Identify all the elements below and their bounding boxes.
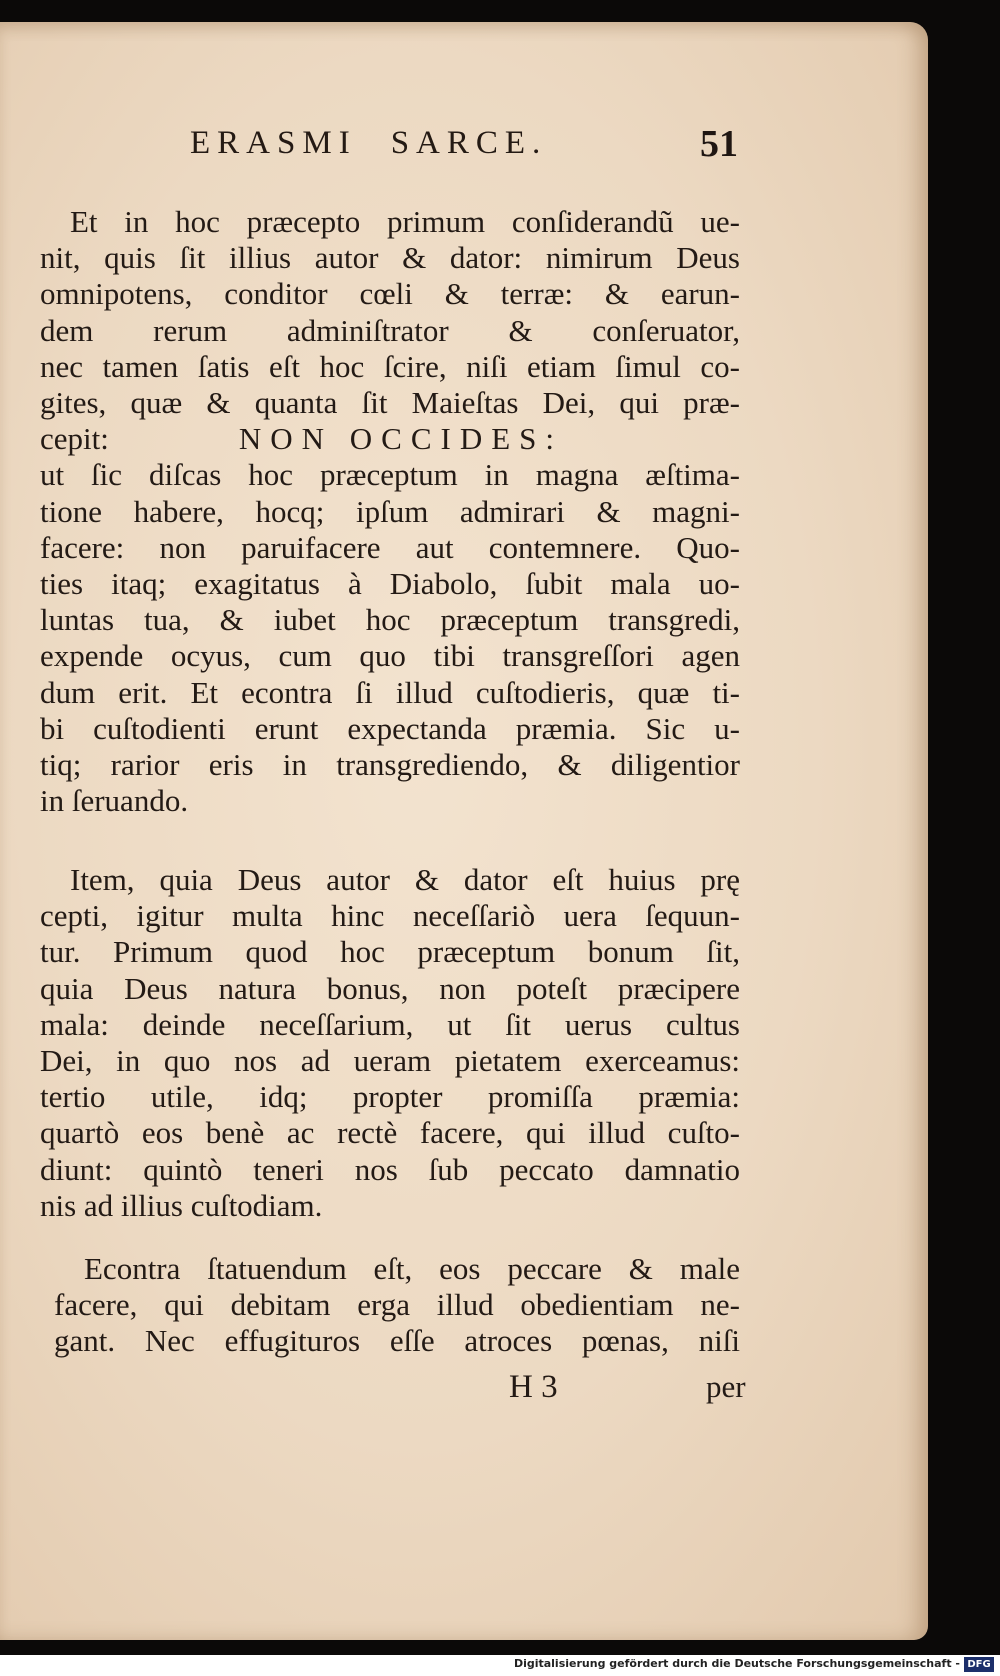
- text-line: Et in hoc præcepto primum conſiderandũ ue-: [70, 204, 740, 239]
- text-line: facere: non paruifacere aut contemnere. Quo-: [40, 529, 740, 565]
- digitization-footer: [0, 1655, 1000, 1676]
- text-line: expende ocyus, cum quo tibi transgreſſori agen: [40, 638, 740, 674]
- text-line: Item, quia Deus autor & dator eſt huius prę: [70, 862, 740, 897]
- signature-mark: H 3: [509, 1369, 558, 1405]
- paragraph-2: [40, 862, 740, 1224]
- running-head-word-1: ERASMI: [190, 125, 357, 161]
- funding-credit: Digitalisierung gefördert durch die Deutsche Forschungsgemeinschaft -: [513, 1657, 960, 1670]
- running-head: [190, 125, 547, 162]
- text-line: dem rerum adminiſtrator & conſeruator,: [40, 312, 740, 348]
- text-line: diunt: quintò teneri nos ſub peccato damnatio: [40, 1151, 740, 1187]
- text-line: bi cuſtodienti erunt expectanda præmia. Sic u-: [40, 710, 740, 746]
- paragraph-1: [40, 204, 740, 819]
- text-line: Econtra ſtatuendum eſt, eos peccare & male: [84, 1251, 740, 1286]
- text-line: gites, quæ & quanta ſit Maieſtas Dei, qui præ-: [40, 385, 740, 421]
- text-line: mala: deinde neceſſarium, ut ſit uerus cultus: [40, 1006, 740, 1042]
- text-line: tiq; rarior eris in transgrediendo, & diligentior: [40, 747, 740, 783]
- text-line: nit, quis ſit illius autor & dator: nimirum Deus: [40, 240, 740, 276]
- text-line: omnipotens, conditor cœli & terræ: & earun-: [40, 276, 740, 312]
- text-line: ties itaq; exagitatus à Diabolo, ſubit mala uo-: [40, 566, 740, 602]
- text-line: tione habere, hocq; ipſum admirari & magni-: [40, 493, 740, 529]
- text-line: Dei, in quo nos ad ueram pietatem exerceamus:: [40, 1043, 740, 1079]
- text-line: facere, qui debitam erga illud obedientiam ne-: [54, 1287, 740, 1323]
- text-line: gant. Nec effugituros eſſe atroces pœnas, niſi: [54, 1323, 740, 1359]
- text-line: dum erit. Et econtra ſi illud cuſtodieris, quæ ti-: [40, 674, 740, 710]
- text-line: nec tamen ſatis eſt hoc ſcire, niſi etiam ſimul co-: [40, 348, 740, 384]
- text-line: tertio utile, idq; propter promiſſa præmia:: [40, 1079, 740, 1115]
- dfg-logo-icon: DFG: [964, 1657, 994, 1672]
- text-line: [40, 421, 740, 457]
- text-line: tur. Primum quod hoc præceptum bonum ſit,: [40, 934, 740, 970]
- text-line: ut ſic diſcas hoc præceptum in magna æſtima-: [40, 457, 740, 493]
- text-line: luntas tua, & iubet hoc præceptum transgredi,: [40, 602, 740, 638]
- text-line: cepti, igitur multa hinc neceſſariò uera ſequun-: [40, 898, 740, 934]
- text-fragment: cepit:: [40, 421, 109, 457]
- commandment-caps: NON OCCIDES:: [238, 421, 564, 457]
- text-line: quartò eos benè ac rectè facere, qui illud cuſto-: [40, 1115, 740, 1151]
- catchword: per: [706, 1369, 746, 1404]
- paragraph-3: [54, 1251, 740, 1360]
- page-number: 51: [700, 123, 738, 165]
- running-head-word-2: SARCE.: [390, 125, 548, 161]
- text-line: nis ad illius cuſtodiam.: [40, 1187, 323, 1223]
- text-line: in ſeruando.: [40, 783, 189, 819]
- book-page: [0, 22, 928, 1640]
- text-line: quia Deus natura bonus, non poteſt præcipere: [40, 970, 740, 1006]
